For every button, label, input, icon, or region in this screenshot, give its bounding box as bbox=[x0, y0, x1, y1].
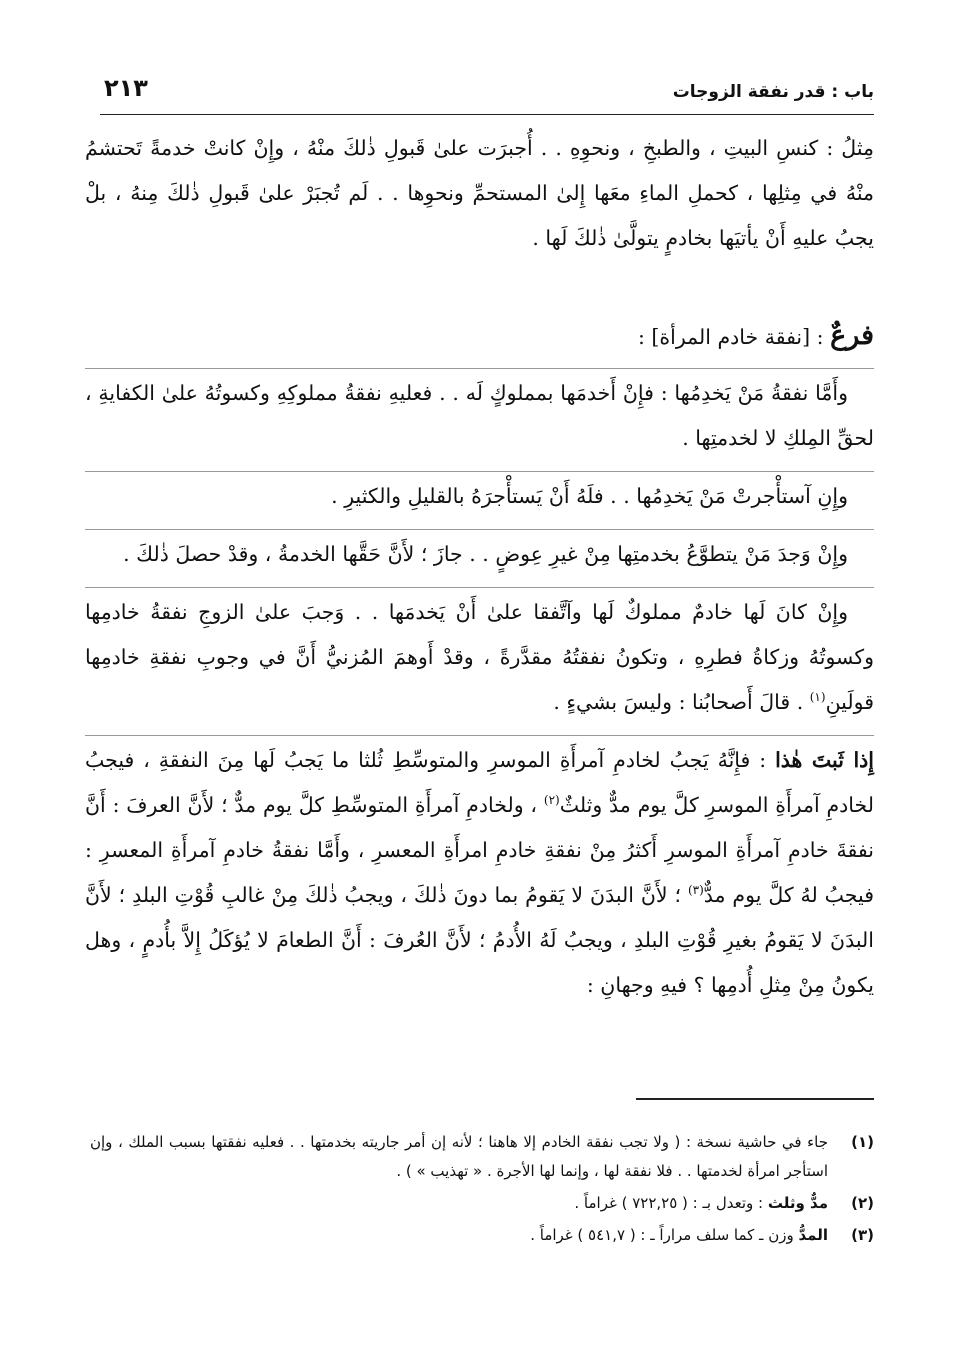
paragraph-6-text-c: ؛ لأَنَّ البدَنَ لا يَقومُ بما دونَ ذٰلكَ ، ويجبُ ذٰلكَ مِنْ غالبِ قُوْتِ البلدِ ؛ لأَنَّ البدَنَ لا يَقومُ بغيرِ قُوْتِ البلدِ ، ويجبُ لَهُ الأُدمُ ؛ لأَنَّ العُرفَ : أَنَّ الطعامَ لا يُؤكَلُ إِلاَّ بأُدمٍ ، وهل يكونُ مِنْ مِثلِ أُدمِها ؟ فيهِ وجهانِ : bbox=[85, 883, 874, 997]
footnote-number: (٣) bbox=[851, 1226, 874, 1244]
footnote-3 bbox=[90, 1221, 874, 1250]
main-text bbox=[85, 126, 874, 1018]
footnote-divider bbox=[636, 1098, 874, 1100]
footnote-lead: مدٌّ وثلث bbox=[767, 1194, 828, 1212]
paragraph-3: وإِنِ آستأْجرتْ مَنْ يَخدِمُها . . فلَهُ أَنْ يَستأْجرَهُ بالقليلِ والكثيرِ . bbox=[85, 471, 874, 519]
footnote-text bbox=[90, 1221, 828, 1250]
footnote-body: : وتعدل بـ : ( ٧٢٢,٢٥ ) غراماً . bbox=[574, 1194, 768, 1212]
heading-word: فرعٌ bbox=[830, 320, 874, 351]
footnote-2 bbox=[90, 1189, 874, 1218]
paragraph-6-text-b: ، ولخادمِ آمرأَةِ المتوسِّطِ كلَّ يوم مدٌّ ؛ لأَنَّ العرفَ : أَنَّ نفقةَ خادمِ آمرأَةِ الموسرِ أَكثرُ مِنْ نفقةِ خادمِ امرأَةِ المعسرِ ، وأَمَّا نفقةُ خادمِ آمرأَةِ المعسرِ : فيجبُ لهُ كلَّ يوم مدٌّ bbox=[85, 793, 874, 907]
footnote-lead: المدُّ bbox=[798, 1226, 828, 1244]
footnote-ref-1[interactable]: (١) bbox=[809, 690, 826, 705]
heading-title: : [نفقة خادم المرأة] : bbox=[637, 325, 831, 349]
footnote-ref-2[interactable]: (٢) bbox=[543, 793, 560, 808]
paragraph-6-lead: إِذا ثَبتَ هٰذا bbox=[775, 748, 874, 772]
paragraph-5 bbox=[85, 587, 874, 725]
footnote-number: (١) bbox=[851, 1133, 874, 1151]
paragraph-1: مِثلُ : كنسِ البيتِ ، والطبخِ ، ونحوِهِ . . أُجبرَت علىٰ قَبولِ ذٰلكَ منْهُ ، وإِنْ كانتْ خدمةً تَحتشمُ منْهُ في مِثلِها ، كحملِ الماءِ معَها إِلىٰ المستحمِّ ونحوِها . . لَم تُجبَرْ علىٰ قَبولِ ذٰلكَ مِنهُ ، بلْ يجبُ عليهِ أَنْ يأتيَها بخادمٍ يتولَّىٰ ذٰلكَ لَها . bbox=[85, 136, 874, 250]
footnote-1 bbox=[90, 1128, 874, 1186]
paragraph-5-text-a: وإِنْ كانَ لَها خادمٌ مملوكٌ لَها وآتَّفقا علىٰ أَنْ يَخدمَها . . وَجبَ علىٰ الزوجِ نفقةُ خادمِها وكسوتُهُ وزكاةُ فطرِهِ ، وتكونُ نفقتُهُ مقدَّرةً ، وقدْ أَوهمَ المُزنيُّ أَنَّ في وجوبِ نفقةِ خادمِها قولَينِ bbox=[85, 600, 874, 714]
paragraph-2: وأَمَّا نفقةُ مَنْ يَخدِمُها : فإِنْ أَخدمَها بمملوكٍ لَه . . فعليهِ نفقةُ مملوكِهِ وكسوتُهُ علىٰ الكفايةِ ، لحقِّ المِلكِ لا لخدمتِها . bbox=[85, 368, 874, 461]
page-header bbox=[100, 74, 874, 115]
footnote-number: (٢) bbox=[851, 1194, 874, 1212]
paragraph-6-text-a: : فإِنَّهُ يَجبُ لخادمِ آمرأَةِ الموسرِ والمتوسِّطِ ثُلثا ما يَجبُ لَها مِنَ النفقةِ ، فيجبُ لخادمِ آمرأَةِ الموسرِ كلَّ يوم مدٌّ وثلثٌ bbox=[85, 748, 875, 817]
paragraph-6 bbox=[85, 735, 874, 1008]
footnote-text bbox=[90, 1189, 828, 1218]
footnote-ref-3[interactable]: (٣) bbox=[687, 883, 704, 898]
paragraph-4: وإِنْ وَجدَ مَنْ يتطوَّعُ بخدمتِها مِنْ غيرِ عِوضٍ . . جازَ ؛ لأَنَّ حَقَّها الخدمةُ ، وقدْ حصلَ ذٰلكَ . bbox=[85, 529, 874, 577]
section-heading bbox=[85, 313, 874, 360]
page-number: ٢١٣ bbox=[104, 74, 148, 102]
footnote-text: جاء في حاشية نسخة : ( ولا تجب نفقة الخادم إلا هاهنا ؛ لأنه إن أمر جاريته بخدمتها . . فعليه نفقتها بسبب الملك ، وإن استأجر امرأة لخدمتها . . فلا نفقة لها ، وإنما لها الأجرة . « تهذيب » ) . bbox=[90, 1133, 828, 1180]
paragraph-5-text-b: . قالَ أَصحابُنا : وليسَ بشيءٍ . bbox=[553, 690, 810, 714]
footnotes bbox=[90, 1128, 874, 1253]
running-head: باب : قدر نفقة الزوجات bbox=[672, 82, 874, 102]
footnote-body: وزن ـ كما سلف مراراً ـ : ( ٥٤١,٧ ) غراماً . bbox=[530, 1226, 799, 1244]
